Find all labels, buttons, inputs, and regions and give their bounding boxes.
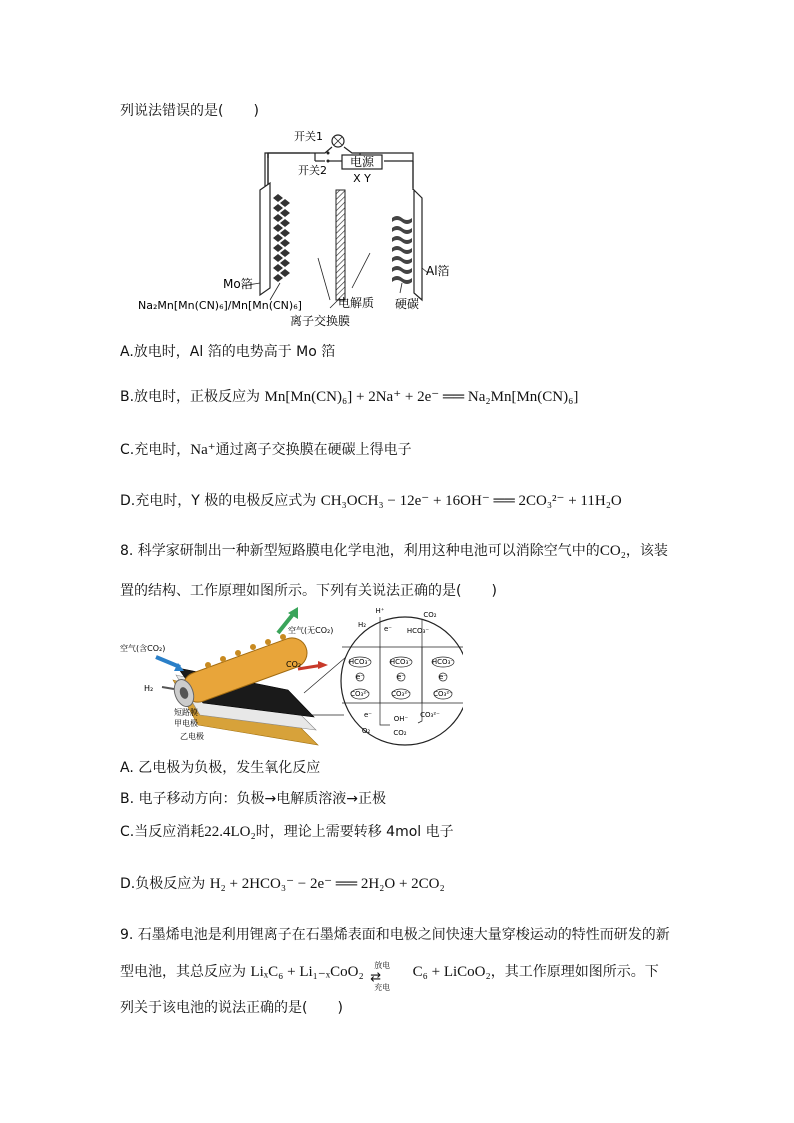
q8-stem-line1 (120, 541, 668, 561)
reversible-arrow: 放电 ⇄ 充电 (368, 962, 408, 982)
air-in-arrow (156, 657, 180, 667)
q9-stem-line2 (120, 961, 659, 992)
q8-option-a-text: A. 乙电极为负极，发生氧化反应 (120, 760, 321, 776)
q8-line1-co2: CO₂ (599, 543, 626, 559)
electrolyte-label: 电解质 (338, 296, 375, 310)
e-1: e⁻ (355, 673, 365, 681)
q7-battery-diagram (130, 128, 460, 333)
q7-option-a-text: A.放电时，Al 箔的电势高于 Mo 箔 (120, 344, 336, 360)
hplus-label: H⁺ (375, 607, 385, 615)
q7-option-d (120, 491, 622, 511)
q9-line3-text: 列关于该电池的说法正确的是( (120, 1000, 308, 1016)
h2-small-label: H₂ (357, 621, 367, 629)
al-foil-label: Al箔 (426, 264, 450, 278)
q9-paren-close: ) (337, 1000, 343, 1016)
q7-option-b (120, 387, 578, 407)
arrow-discharge-label: 放电 (374, 961, 391, 970)
left-electrode-material (273, 194, 290, 282)
co2-top: CO₂ (423, 611, 437, 619)
q7-option-d-formula: CH₃OCH₃ − 12e⁻ + 16OH⁻ ══ 2CO₃²⁻ + 11H₂O (320, 493, 622, 509)
q8-option-d (120, 874, 445, 894)
q7-option-c-text2: 通过离子交换膜在硬碳上得电子 (215, 442, 412, 458)
h2-label: H₂ (144, 684, 154, 693)
q9-reaction-lhs: LiₓC₆ + Li₁₋ₓCoO₂ (250, 964, 364, 980)
q8-line1-tail: ，该装 (625, 543, 668, 559)
q7-option-c-ion: Na⁺ (190, 442, 216, 458)
q7-option-d-text: D.充电时，Y 极的电极反应式为 (120, 493, 317, 509)
air-out-label: 空气(无CO₂) (288, 626, 334, 635)
q8-line1-text: 8. 科学家研制出一种新型短路膜电化学电池，利用这种电池可以消除空气中的 (120, 543, 600, 559)
q9-line2-text: 型电池，其总反应为 (120, 964, 246, 980)
membrane-label: 离子交换膜 (290, 314, 351, 328)
co3-2: CO₃²⁻ (391, 690, 411, 698)
switch1-label: 开关1 (294, 130, 323, 143)
q8-option-b (120, 789, 386, 809)
q9-reaction-rhs: C₆ + LiCoO₂ (412, 964, 491, 980)
co3-bottom: CO₃²⁻ (420, 711, 440, 719)
e-top: e⁻ (383, 625, 393, 633)
q8-battery-diagram (118, 605, 463, 750)
mo-foil-label: Mo箔 (223, 277, 253, 291)
hco3-1: HCO₃⁻ (348, 658, 372, 666)
co2-label: CO₂ (286, 660, 302, 669)
q8-option-d-formula: H₂ + 2HCO₃⁻ − 2e⁻ ══ 2H₂O + 2CO₂ (209, 876, 445, 892)
ion-exchange-membrane (336, 190, 345, 300)
electrode-b-label: 乙电极 (180, 732, 204, 741)
q8-line2-text: 置的结构、工作原理如图所示。下列有关说法正确的是( (120, 583, 462, 599)
co3-1: CO₃²⁻ (350, 690, 370, 698)
e-2: e⁻ (396, 673, 406, 681)
q8-option-a (120, 758, 320, 778)
switch2-label: 开关2 (298, 164, 327, 177)
q8-paren-close: ) (491, 583, 497, 599)
q7-stem-tail (120, 101, 259, 121)
q8-stem-line2 (120, 581, 497, 601)
al-foil (414, 190, 422, 300)
air-in-label: 空气(含CO₂) (120, 644, 166, 653)
short-membrane-label: 短路膜 (174, 708, 198, 717)
electrode-a-label: 甲电极 (174, 719, 198, 728)
q8-option-c-text1: C.当反应消耗 (120, 824, 205, 840)
q9-line1-text: 9. 石墨烯电池是利用锂离子在石墨烯表面和电极之间快速大量穿梭运动的特性而研发的新 (120, 927, 670, 943)
e-bottom: e⁻ (363, 711, 373, 719)
left-electrode-label: Na₂Mn[Mn(CN)₆]/Mn[Mn(CN)₆] (138, 299, 302, 312)
o2-label: O₂ (361, 727, 371, 735)
q8-option-c (120, 822, 454, 842)
hco3-3: HCO₃⁻ (431, 658, 455, 666)
q8-option-d-text: D.负极反应为 (120, 876, 206, 892)
q7-option-c-text1: C.充电时， (120, 442, 191, 458)
q7-option-c (120, 440, 412, 460)
hco3-top: HCO₃⁻ (406, 627, 430, 635)
hco3-2: HCO₃⁻ (389, 658, 413, 666)
co2-bottom: CO₂ (393, 729, 407, 737)
power-label: 电源 (349, 155, 375, 169)
q8-option-b-text: B. 电子移动方向：负极→电解质溶液→正极 (120, 791, 386, 807)
q7-option-b-formula: Mn[Mn(CN)₆] + 2Na⁺ + 2e⁻ ══ Na₂Mn[Mn(CN)₆] (264, 389, 579, 405)
arrow-charge-label: 充电 (374, 983, 391, 992)
hard-carbon-layers (392, 216, 412, 284)
q7-paren-close: ) (253, 103, 259, 119)
q7-option-b-text: B.放电时，正极反应为 (120, 389, 261, 405)
xy-label: X Y (353, 172, 371, 185)
oh-label: OH⁻ (393, 715, 409, 723)
e-3: e⁻ (438, 673, 448, 681)
q7-option-a (120, 342, 335, 362)
co3-3: CO₃²⁻ (433, 690, 453, 698)
q7-stem-text: 列说法错误的是( (120, 103, 224, 119)
q9-stem-line3 (120, 998, 343, 1018)
hard-carbon-label: 硬碳 (395, 297, 420, 311)
q8-option-c-formula: 22.4LO₂ (204, 824, 256, 840)
q9-line2-tail: ，其工作原理如图所示。下 (490, 964, 659, 980)
q8-option-c-text2: 时，理论上需要转移 4mol 电子 (255, 824, 454, 840)
q9-stem-line1 (120, 925, 670, 945)
mo-foil (260, 183, 270, 295)
